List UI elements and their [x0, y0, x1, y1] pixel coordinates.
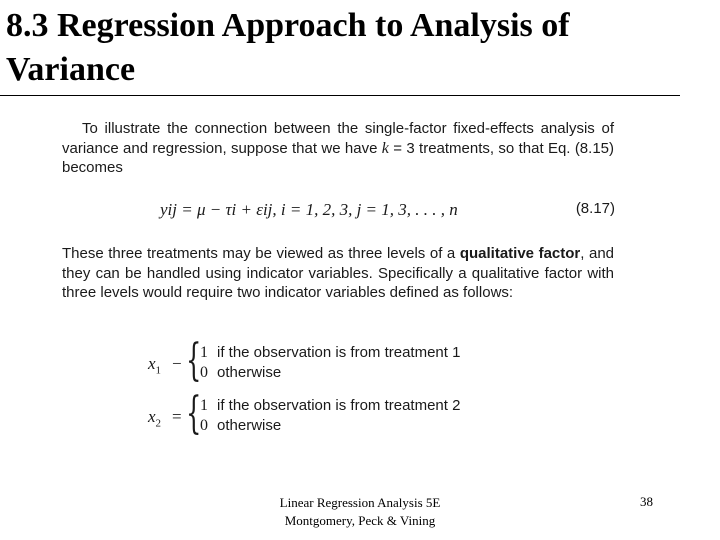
x1-case-1 — [200, 344, 460, 362]
qualitative-factor-term: qualitative factor — [459, 245, 581, 262]
intro-text-part2: = 3 treatments, so that Eq. (8.15) becomes — [62, 139, 614, 176]
x1-subscript: 1 — [155, 364, 162, 377]
slide-footer — [240, 494, 480, 530]
x2-case-2 — [200, 417, 281, 435]
x2-case-1-text: if the observation is from treatment 2 — [217, 397, 461, 414]
x1-sign: − — [172, 354, 182, 373]
x2-case-2-text: otherwise — [217, 417, 282, 434]
x1-symbol: x — [148, 354, 156, 373]
x2-sign: = — [172, 407, 182, 426]
factor-text-part1: These three treatments may be viewed as three levels of a — [62, 245, 460, 262]
title-divider — [0, 95, 680, 96]
x1-case-2-text: otherwise — [217, 364, 282, 381]
x1-case-1-value: 1 — [200, 344, 208, 361]
x2-case-1-value: 1 — [200, 397, 208, 414]
page-number: 38 — [640, 494, 653, 509]
x1-case-2 — [200, 364, 281, 382]
x2-case-1 — [200, 397, 460, 415]
intro-paragraph — [62, 119, 614, 178]
k-variable: k — [381, 139, 389, 157]
slide-title: 8.3 Regression Approach to Analysis of Variance — [6, 7, 570, 88]
x2-variable — [148, 407, 161, 429]
equation-body: yij = μ − τi + εij, i = 1, 2, 3, j = 1, 3, . . . , n — [160, 200, 458, 219]
x1-variable — [148, 354, 161, 376]
footer-authors: Montgomery, Peck & Vining — [284, 513, 436, 528]
indicator-x1-definition — [148, 335, 528, 386]
x2-case-2-value: 0 — [200, 417, 208, 434]
x1-brace-icon: { — [186, 335, 202, 386]
equation-number: (8.17) — [575, 200, 615, 217]
footer-book-title: Linear Regression Analysis 5E — [279, 495, 441, 510]
intro-text-part1: To illustrate the connection between the single-factor fixed-effects analysis of variance and regression, suppose that we have — [62, 120, 614, 157]
factor-text-part2: , and they can be handled using indicator variables. Specifically a qualitative factor with three levels would require two indicator variables defined as follows: — [62, 245, 615, 301]
x1-case-1-text: if the observation is from treatment 1 — [217, 344, 461, 361]
equation-8-17 — [160, 200, 615, 224]
x2-subscript: 2 — [155, 417, 162, 430]
x2-symbol: x — [148, 407, 156, 426]
indicator-x2-definition — [148, 388, 528, 439]
x2-brace-icon: { — [186, 388, 202, 439]
qualitative-factor-paragraph — [62, 244, 614, 303]
x1-case-2-value: 0 — [200, 364, 208, 381]
